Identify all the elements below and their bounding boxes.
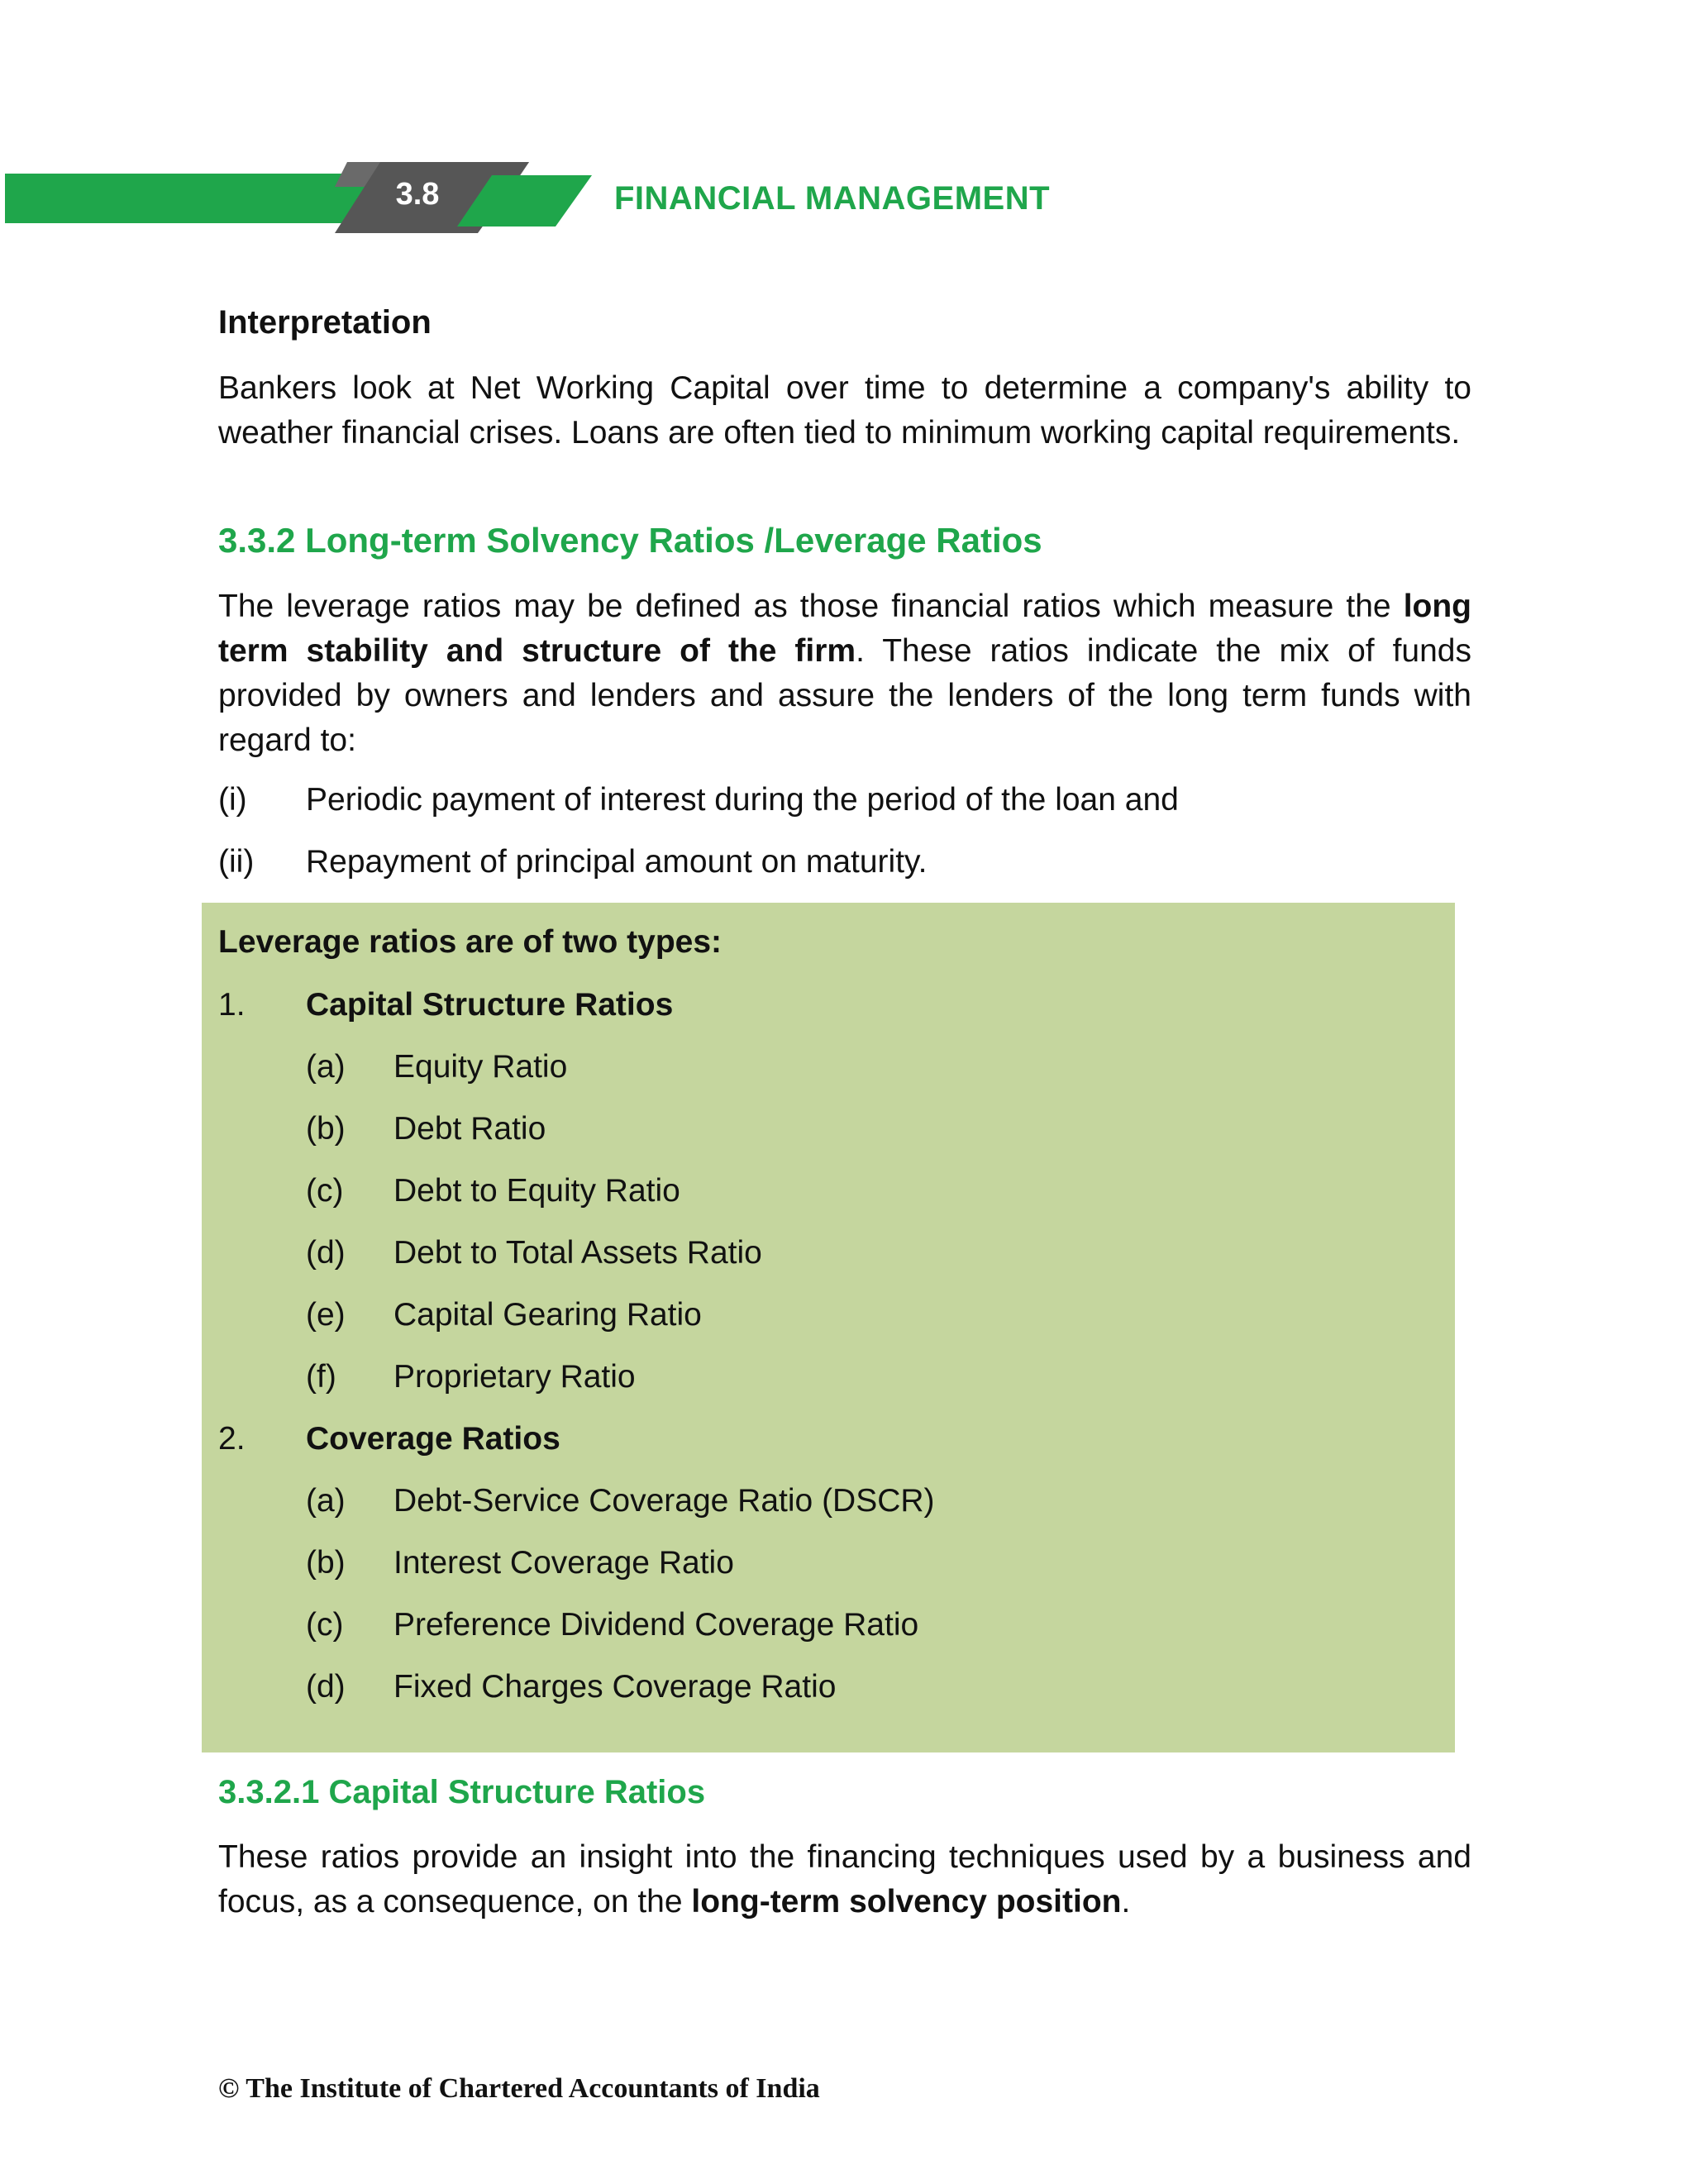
list-item <box>218 782 1179 818</box>
ratio-item <box>306 1111 546 1147</box>
group-heading <box>218 987 673 1023</box>
section-heading-3-3-2: 3.3.2 Long-term Solvency Ratios /Leverage Ratios <box>218 521 1042 560</box>
ratio-letter: (c) <box>306 1607 344 1643</box>
ratio-letter: (d) <box>306 1235 346 1271</box>
group-number: 1. <box>218 987 246 1023</box>
ratio-letter: (b) <box>306 1111 346 1147</box>
ratio-item <box>306 1669 836 1705</box>
ratio-name: Fixed Charges Coverage Ratio <box>393 1669 837 1705</box>
group-label: Capital Structure Ratios <box>306 987 674 1023</box>
ratio-name: Debt to Total Assets Ratio <box>393 1235 762 1271</box>
copyright-footer: © The Institute of Chartered Accountants of India <box>218 2073 820 2104</box>
running-title: FINANCIAL MANAGEMENT <box>614 180 1051 217</box>
ratio-letter: (d) <box>306 1669 346 1705</box>
ratio-item <box>306 1297 702 1333</box>
para-text-after: . <box>1121 1884 1131 1919</box>
para-text-after: . These ratios indicate the mix of funds provided by owners and lenders and assure the lenders of the long term funds with regard to: <box>218 633 1471 758</box>
ratio-name: Debt-Service Coverage Ratio (DSCR) <box>393 1483 935 1519</box>
ratio-name: Interest Coverage Ratio <box>393 1545 734 1581</box>
ratio-name: Debt Ratio <box>393 1111 546 1147</box>
ratio-name: Debt to Equity Ratio <box>393 1173 680 1209</box>
ratio-item <box>306 1545 734 1581</box>
leverage-definition-paragraph <box>218 584 1471 763</box>
leverage-types-box <box>202 903 1455 1752</box>
ratio-name: Proprietary Ratio <box>393 1359 636 1395</box>
section-heading-3-3-2-1: 3.3.2.1 Capital Structure Ratios <box>218 1774 706 1810</box>
para-bold-phrase: long-term solvency position <box>691 1884 1122 1919</box>
ratio-item <box>306 1173 680 1209</box>
ratio-letter: (f) <box>306 1359 336 1395</box>
para-text-before: The leverage ratios may be defined as those financial ratios which measure the <box>218 589 1391 624</box>
interpretation-heading: Interpretation <box>218 304 432 341</box>
ratio-name: Equity Ratio <box>393 1049 568 1085</box>
list-item-number: (i) <box>218 782 247 818</box>
capital-structure-paragraph <box>218 1835 1471 1924</box>
group-heading <box>218 1421 560 1457</box>
ratio-letter: (b) <box>306 1545 346 1581</box>
list-item-number: (ii) <box>218 844 255 880</box>
ratio-letter: (a) <box>306 1049 346 1085</box>
ratio-item <box>306 1483 935 1519</box>
interpretation-paragraph: Bankers look at Net Working Capital over time to determine a company's ability to weather financial crises. Loans are often tied to minimum working capital requirements. <box>218 370 1471 451</box>
ratio-item <box>306 1607 918 1643</box>
ratio-name: Preference Dividend Coverage Ratio <box>393 1607 919 1643</box>
ratio-item <box>306 1359 636 1395</box>
list-item-text: Periodic payment of interest during the period of the loan and <box>306 782 1179 818</box>
group-label: Coverage Ratios <box>306 1421 560 1457</box>
list-item-text: Repayment of principal amount on maturity. <box>306 844 928 880</box>
list-item <box>218 844 927 880</box>
para-bold-phrase: long term stability and structure of the firm <box>218 589 1471 669</box>
ratio-item <box>306 1235 762 1271</box>
group-number: 2. <box>218 1421 246 1457</box>
ratio-letter: (e) <box>306 1297 346 1333</box>
ratio-letter: (c) <box>306 1173 344 1209</box>
page-number: 3.8 <box>395 177 440 212</box>
box-title: Leverage ratios are of two types: <box>218 924 723 960</box>
para-text-before: These ratios provide an insight into the financing techniques used by a business and focus, as a consequence, on the <box>218 1839 1471 1919</box>
header-band-graphic <box>0 157 628 240</box>
ratio-letter: (a) <box>306 1483 346 1519</box>
ratio-name: Capital Gearing Ratio <box>393 1297 702 1333</box>
header-green-bar <box>5 174 372 223</box>
ratio-item <box>306 1049 567 1085</box>
header-band <box>0 157 628 240</box>
